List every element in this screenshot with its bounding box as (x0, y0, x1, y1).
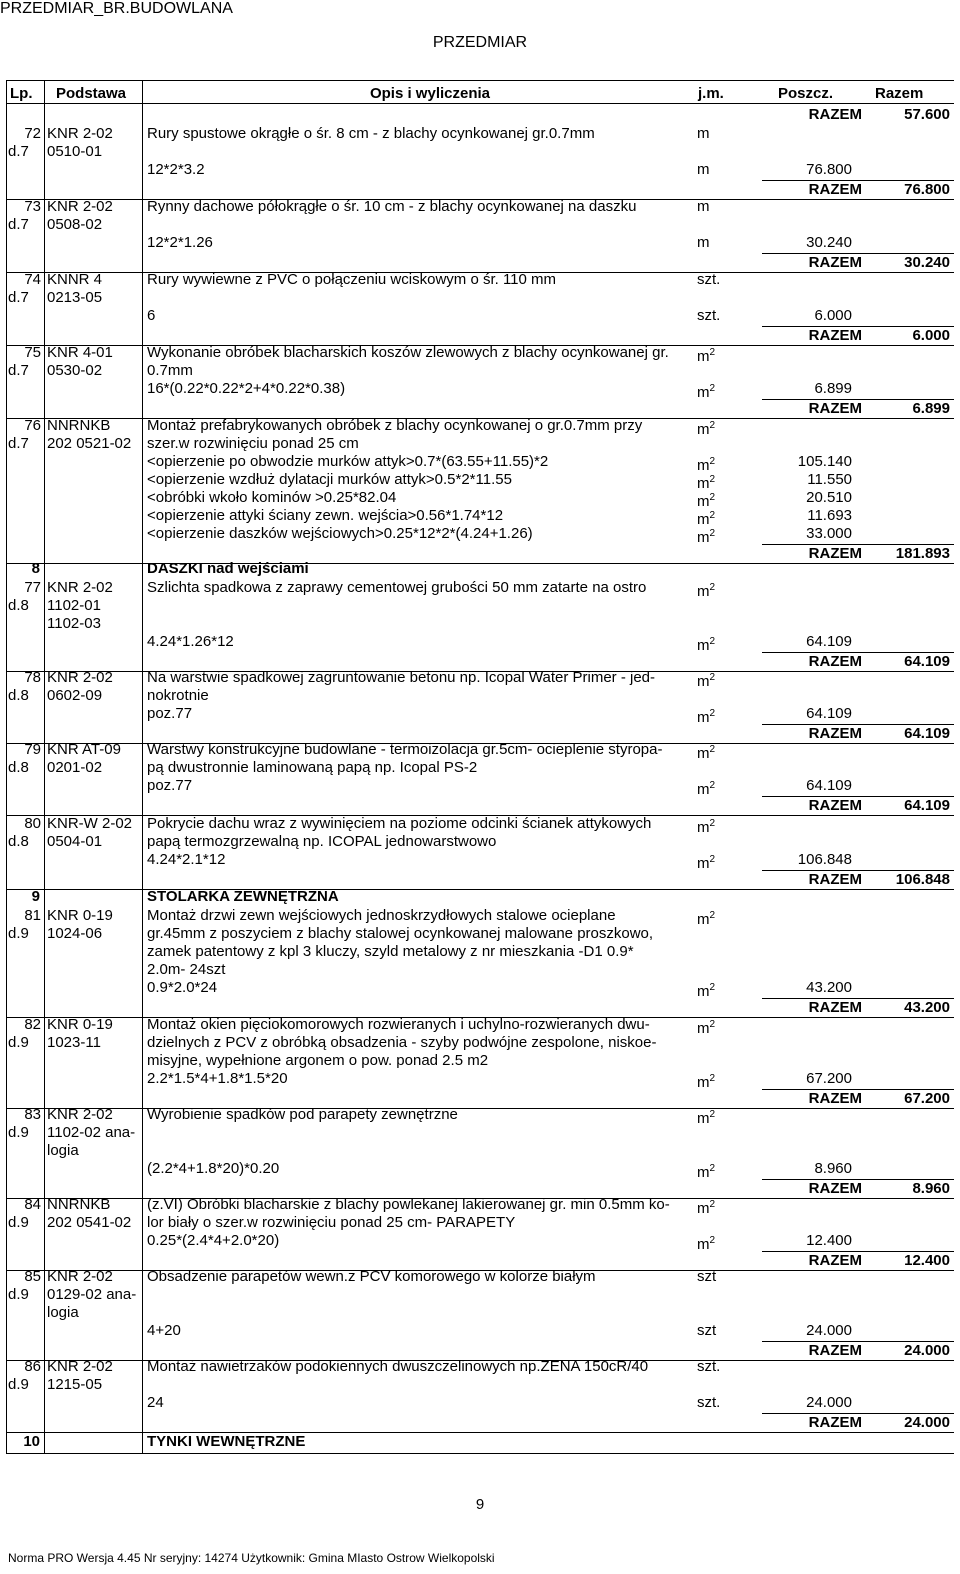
header-bottom-rule (6, 103, 954, 104)
item-description-line: Montaż okien pięciokomorowych rozwieranych i uchylno-rozwieranych dwu- (147, 1016, 650, 1033)
col-line-lp (44, 80, 45, 1454)
razem-total: 106.848 (895, 871, 950, 888)
item-d: d.7 (8, 216, 29, 233)
item-basis-line: KNNR 4 (47, 271, 103, 288)
item-unit: m (697, 125, 710, 142)
item-description-line: 0.7mm (147, 362, 193, 379)
calc-unit: m (697, 161, 710, 178)
calc-line: 4+20 (147, 1322, 181, 1339)
razem-label: RAZEM (808, 1252, 862, 1269)
calc-line: <opierzenie daszków wejściowych>0.25*12*2*(4.24+1.26) (147, 525, 533, 542)
calc-partial: 33.000 (806, 525, 852, 542)
calc-line: 16*(0.22*0.22*2+4*0.22*0.38) (147, 380, 346, 397)
razem-label: RAZEM (808, 1414, 862, 1431)
item-basis-line: logia (47, 1142, 79, 1159)
item-basis-line: 0129-02 ana- (47, 1286, 137, 1303)
razem-total: 6.000 (912, 327, 950, 344)
item-description-line: misyjne, wypełnione argonem o pow. ponad 2.5 m2 (147, 1052, 489, 1069)
calc-line: 12*2*1.26 (147, 234, 213, 251)
header-top-rule (6, 80, 954, 81)
header-poszcz: Poszcz. (778, 85, 834, 102)
calc-unit: $m^2$ (697, 1163, 716, 1181)
item-basis-line: KNR AT-09 (47, 741, 121, 758)
item-description-line: Obsadzenie parapetów wewn.z PCV komorowego w kolorze białym (147, 1268, 596, 1285)
item-d: d.9 (8, 1034, 29, 1051)
calc-unit: $m^2$ (697, 636, 716, 654)
item-lp: 74 (24, 271, 41, 288)
item-d: d.8 (8, 597, 29, 614)
item-basis-line: NNRNKB (47, 417, 111, 434)
item-d: d.9 (8, 1286, 29, 1303)
item-description-line: Wykonanie obróbek blacharskich koszów zlewowych z blachy ocynkowanej gr. (147, 344, 669, 361)
item-description-line: gr.45mm z poszyciem z blachy stalowej ocynkowanej malowane proszkowo, (147, 925, 654, 942)
calc-partial: 105.140 (797, 453, 852, 470)
item-unit: szt. (697, 271, 721, 288)
calc-unit: $m^2$ (697, 708, 716, 726)
calc-unit: $m^2$ (697, 474, 716, 492)
calc-partial: 24.000 (806, 1322, 852, 1339)
item-basis-line: 0504-01 (47, 833, 103, 850)
item-basis-line: 0201-02 (47, 759, 103, 776)
razem-total: 67.200 (904, 1090, 950, 1107)
item-unit: $m^2$ (697, 347, 716, 365)
calc-unit: m (697, 234, 710, 251)
item-basis-line: KNR 2-02 (47, 198, 113, 215)
page-title: PRZEDMIAR (432, 34, 528, 51)
document-title: PRZEDMIAR_BR.BUDOWLANA (0, 0, 233, 17)
item-d: d.7 (8, 362, 29, 379)
item-basis-line: KNR-W 2-02 (47, 815, 133, 832)
calc-partial: 30.240 (806, 234, 852, 251)
item-description-line: Rynny dachowe półokrągłe o śr. 10 cm - z blachy ocynkowanej na daszku (147, 198, 637, 215)
item-basis-line: 202 0521-02 (47, 435, 132, 452)
item-lp: 76 (24, 417, 41, 434)
calc-partial: 20.510 (806, 489, 852, 506)
header-jm: j.m. (698, 85, 724, 102)
calc-line: <opierzenie po obwodzie murków attyk>0.7*(63.55+11.55)*2 (147, 453, 549, 470)
calc-line: poz.77 (147, 777, 193, 794)
item-d: d.7 (8, 435, 29, 452)
calc-unit: $m^2$ (697, 510, 716, 528)
item-unit: m (697, 198, 710, 215)
item-d: d.9 (8, 1124, 29, 1141)
razem-total: 24.000 (904, 1414, 950, 1431)
item-description-line: 2.0m- 24szt (147, 961, 226, 978)
calc-line: poz.77 (147, 705, 193, 722)
calc-line: (2.2*4+1.8*20)*0.20 (147, 1160, 280, 1177)
item-basis-line: 1102-03 (47, 615, 101, 632)
razem-total: 8.960 (912, 1180, 950, 1197)
item-lp: 79 (24, 741, 41, 758)
calc-unit: $m^2$ (697, 780, 716, 798)
calc-unit: $m^2$ (697, 492, 716, 510)
item-basis-line: KNR 2-02 (47, 1106, 113, 1123)
calc-unit: $m^2$ (697, 383, 716, 401)
section-title: STOLARKA ZEWNĘTRZNA (147, 888, 339, 905)
item-unit: $m^2$ (697, 420, 716, 438)
calc-line: 2.2*1.5*4+1.8*1.5*20 (147, 1070, 288, 1087)
item-d: d.7 (8, 143, 29, 160)
header-podstawa: Podstawa (56, 85, 127, 102)
item-description-line: Na warstwie spadkowej zagruntowanie betonu np. Icopal Water Primer - jed- (147, 669, 656, 686)
item-basis-line: 0510-01 (47, 143, 103, 160)
calc-partial: 11.550 (807, 471, 852, 488)
item-basis-line: 1102-02 ana- (47, 1124, 136, 1141)
calc-partial: 67.200 (806, 1070, 852, 1087)
item-basis-line: KNR 0-19 (47, 907, 113, 924)
item-basis-line: 1023-11 (47, 1034, 101, 1051)
item-unit: $m^2$ (697, 910, 716, 928)
item-lp: 86 (24, 1358, 41, 1375)
razem-total: 12.400 (904, 1252, 950, 1269)
section-title: DASZKI nad wejściami (147, 560, 309, 577)
item-lp: 77 (24, 579, 41, 596)
item-description-line: (z.VI) Obróbki blacharskie z blachy powlekanej lakierowanej gr. min 0.5mm ko- (147, 1196, 670, 1213)
calc-unit: $m^2$ (697, 456, 716, 474)
calc-line: 12*2*3.2 (147, 161, 205, 178)
razem-label: RAZEM (808, 871, 862, 888)
razem-label: RAZEM (808, 400, 862, 417)
item-unit: $m^2$ (697, 1019, 716, 1037)
item-lp: 84 (24, 1196, 41, 1213)
calc-partial: 43.200 (806, 979, 852, 996)
item-unit: $m^2$ (697, 744, 716, 762)
col-line-basis (142, 80, 143, 1454)
item-lp: 83 (24, 1106, 41, 1123)
item-d: d.9 (8, 1376, 29, 1393)
item-lp: 81 (24, 907, 41, 924)
item-basis-line: KNR 4-01 (47, 344, 113, 361)
razem-label: RAZEM (808, 1090, 862, 1107)
item-basis-line: logia (47, 1304, 79, 1321)
item-basis-line: 1024-06 (47, 925, 103, 942)
calc-line: 0.25*(2.4*4+2.0*20) (147, 1232, 280, 1249)
section-number: 10 (23, 1433, 40, 1450)
calc-line: <opierzenie wzdłuż dylatacji murków attyk>0.5*2*11.55 (147, 471, 512, 488)
item-description-line: pą dwustronnie laminowaną papą np. Icopal PS-2 (147, 759, 478, 776)
razem-total: 6.899 (912, 400, 950, 417)
razem-label: RAZEM (808, 725, 862, 742)
calc-partial: 64.109 (806, 633, 852, 650)
header-opis: Opis i wyliczenia (369, 85, 491, 102)
item-unit: $m^2$ (697, 1109, 716, 1127)
calc-partial: 64.109 (806, 777, 852, 794)
item-basis-line: 0602-09 (47, 687, 103, 704)
razem-label: RAZEM (808, 1180, 862, 1197)
footer-text: Norma PRO Wersja 4.45 Nr seryjny: 14274 Użytkownik: Gmina MIasto Ostrow Wielkopolski (8, 1551, 495, 1565)
header-razem: Razem (875, 85, 924, 102)
item-basis-line: 0213-05 (47, 289, 103, 306)
item-unit: $m^2$ (697, 582, 716, 600)
razem-total: 30.240 (904, 254, 950, 271)
item-description-line: nokrotnie (147, 687, 209, 704)
item-lp: 82 (24, 1016, 41, 1033)
header-lp: Lp. (10, 85, 33, 102)
calc-unit: $m^2$ (697, 528, 716, 546)
item-d: d.8 (8, 759, 29, 776)
calc-line: 6 (147, 307, 156, 324)
calc-partial: 6.899 (814, 380, 852, 397)
item-unit: $m^2$ (697, 1199, 716, 1217)
col-line-left (6, 80, 7, 1454)
item-description-line: lor biały o szer.w rozwinięciu ponad 25 cm- PARAPETY (147, 1214, 516, 1231)
item-description-line: dzielnych z PCV z obróbką obsadzenia - szyby podwójne zespolone, niskoe- (147, 1034, 657, 1051)
calc-partial: 6.000 (814, 307, 852, 324)
razem-label: RAZEM (808, 545, 862, 562)
razem-label: RAZEM (808, 327, 862, 344)
item-description-line: Montaż nawietrzaków podokiennych dwuszczelinowych np.ZENA 150cR/40 (147, 1358, 649, 1375)
calc-unit: $m^2$ (697, 1073, 716, 1091)
calc-partial: 12.400 (806, 1232, 852, 1249)
item-unit: $m^2$ (697, 672, 716, 690)
item-unit: szt. (697, 1358, 721, 1375)
calc-unit: $m^2$ (697, 854, 716, 872)
item-lp: 72 (24, 125, 41, 142)
item-lp: 75 (24, 344, 41, 361)
razem-total: 64.109 (904, 797, 950, 814)
item-description-line: Rury wywiewne z PVC o połączeniu wciskowym o śr. 110 mm (147, 271, 557, 288)
razem-total: 64.109 (904, 725, 950, 742)
item-lp: 73 (24, 198, 41, 215)
item-basis-line: 1102-01 (47, 597, 101, 614)
calc-line: 4.24*2.1*12 (147, 851, 226, 868)
calc-partial: 64.109 (806, 705, 852, 722)
razem-label: RAZEM (808, 797, 862, 814)
section-title: TYNKI WEWNĘTRZNE (147, 1433, 306, 1450)
calc-line: 24 (147, 1394, 164, 1411)
item-d: d.8 (8, 833, 29, 850)
item-description-line: szer.w rozwinięciu ponad 25 cm (147, 435, 359, 452)
calc-line: 4.24*1.26*12 (147, 633, 234, 650)
item-basis-line: KNR 2-02 (47, 1358, 113, 1375)
item-basis-line: KNR 2-02 (47, 125, 113, 142)
razem-label: RAZEM (808, 181, 862, 198)
page-number: 9 (475, 1496, 485, 1513)
item-description-line: Wyrobienie spadków pod parapety zewnętrzne (147, 1106, 458, 1123)
item-description-line: Szlichta spadkowa z zaprawy cementowej grubości 50 mm zatarte na ostro (147, 579, 647, 596)
item-description-line: Montaż prefabrykowanych obróbek z blachy ocynkowanej o gr.0.7mm przy (147, 417, 643, 434)
razem-total: 24.000 (904, 1342, 950, 1359)
calc-unit: szt. (697, 1394, 721, 1411)
calc-line: <opierzenie attyki ściany zewn. wejścia>0.56*1.74*12 (147, 507, 504, 524)
item-unit: $m^2$ (697, 818, 716, 836)
calc-partial: 11.693 (807, 507, 852, 524)
calc-line: 0.9*2.0*24 (147, 979, 218, 996)
calc-line: <obróbki wkoło kominów >0.25*82.04 (147, 489, 397, 506)
razem-label: RAZEM (808, 106, 862, 123)
item-d: d.9 (8, 925, 29, 942)
item-d: d.9 (8, 1214, 29, 1231)
item-basis-line: KNR 0-19 (47, 1016, 113, 1033)
razem-total: 181.893 (895, 545, 950, 562)
item-description-line: Rury spustowe okrągłe o śr. 8 cm - z blachy ocynkowanej gr.0.7mm (147, 125, 595, 142)
calc-unit: szt. (697, 307, 721, 324)
item-basis-line: 0530-02 (47, 362, 103, 379)
item-unit: szt (697, 1268, 717, 1285)
section-number: 9 (31, 888, 40, 905)
razem-label: RAZEM (808, 999, 862, 1016)
razem-label: RAZEM (808, 254, 862, 271)
item-d: d.8 (8, 687, 29, 704)
calc-unit: $m^2$ (697, 982, 716, 1000)
razem-total: 43.200 (904, 999, 950, 1016)
section-number: 8 (31, 560, 40, 577)
item-basis-line: 202 0541-02 (47, 1214, 132, 1231)
item-lp: 78 (24, 669, 41, 686)
razem-total: 64.109 (904, 653, 950, 670)
calc-partial: 24.000 (806, 1394, 852, 1411)
item-description-line: Montaż drzwi zewn wejściowych jednoskrzydłowych stalowe ocieplane (147, 907, 616, 924)
item-basis-line: 1215-05 (47, 1376, 103, 1393)
item-basis-line: KNR 2-02 (47, 669, 113, 686)
item-description-line: papą termozgrzewalną np. ICOPAL jednowarstwowo (147, 833, 497, 850)
item-d: d.7 (8, 289, 29, 306)
item-basis-line: KNR 2-02 (47, 1268, 113, 1285)
razem-label: RAZEM (808, 653, 862, 670)
calc-partial: 8.960 (814, 1160, 852, 1177)
razem-label: RAZEM (808, 1342, 862, 1359)
item-basis-line: NNRNKB (47, 1196, 111, 1213)
item-description-line: zamek patentowy z kpl 3 kluczy, szyld metalowy z nr mieszkania -D1 0.9* (147, 943, 634, 960)
item-lp: 80 (24, 815, 41, 832)
calc-unit: szt (697, 1322, 717, 1339)
table-bottom-rule (6, 1453, 954, 1454)
item-basis-line: KNR 2-02 (47, 579, 113, 596)
razem-total: 76.800 (904, 181, 950, 198)
razem-total: 57.600 (904, 106, 950, 123)
calc-unit: $m^2$ (697, 1235, 716, 1253)
item-basis-line: 0508-02 (47, 216, 103, 233)
item-lp: 85 (24, 1268, 41, 1285)
calc-partial: 106.848 (797, 851, 852, 868)
item-description-line: Warstwy konstrukcyjne budowlane - termoizolacja gr.5cm- ocieplenie styropa- (147, 741, 663, 758)
item-description-line: Pokrycie dachu wraz z wywinięciem na poziome odcinki ścianek attykowych (147, 815, 652, 832)
calc-partial: 76.800 (806, 161, 852, 178)
